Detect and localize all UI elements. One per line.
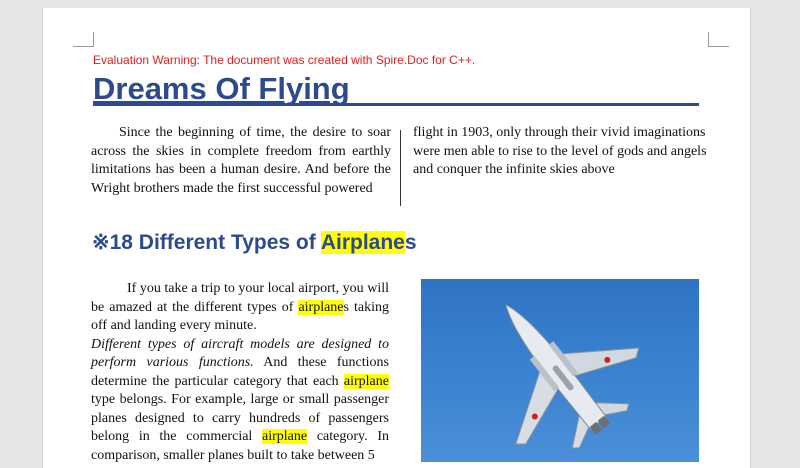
highlighted-word: airplane	[262, 429, 308, 444]
heading-prefix: ※18 Different Types of	[92, 231, 321, 254]
body-paragraph-2	[91, 336, 389, 466]
body-text: s taking off and landing every minute.	[91, 299, 389, 333]
italic-sentence: Different types of aircraft models are designed to perform various functions.	[91, 336, 389, 370]
crop-mark-top-left	[73, 32, 94, 47]
intro-column-left: Since the beginning of time, the desire to soar across the skies in complete freedom from earthly limitations has been a human desire. And before the Wright brothers made the first successful powered	[91, 125, 391, 196]
body-text: And these functions determine the particular category that each	[91, 355, 389, 389]
heading-suffix: s	[404, 231, 417, 254]
body-text: type belongs. For example, large or small passenger planes designed to carry hundreds of passengers belong in the commercial	[91, 392, 389, 444]
heading-highlight: Airplane	[320, 231, 405, 254]
document-title-text: Dreams Of Flying	[93, 71, 350, 106]
body-paragraph-1	[91, 280, 389, 336]
document-title	[93, 71, 699, 106]
highlighted-word: airplane	[343, 373, 389, 389]
column-divider	[400, 130, 401, 206]
body-text: If you take a trip to your local airport, you will be amazed at the different types of	[91, 281, 389, 315]
intro-column-right: flight in 1903, only through their vivid imaginations were men able to rise to the level of gods and angels and conquer the infinite skies above	[413, 125, 707, 177]
body-text: category. In comparison, smaller planes built to take between 5	[91, 429, 389, 463]
crop-mark-top-right	[708, 32, 729, 47]
fighter-jet-icon	[421, 279, 699, 462]
fighter-jet-photo	[421, 279, 699, 462]
document-page	[42, 8, 751, 468]
highlighted-word: airplane	[298, 299, 344, 315]
evaluation-warning: Evaluation Warning: The document was created with Spire.Doc for C++.	[93, 53, 476, 67]
section-body	[91, 280, 389, 465]
section-heading	[92, 230, 417, 255]
